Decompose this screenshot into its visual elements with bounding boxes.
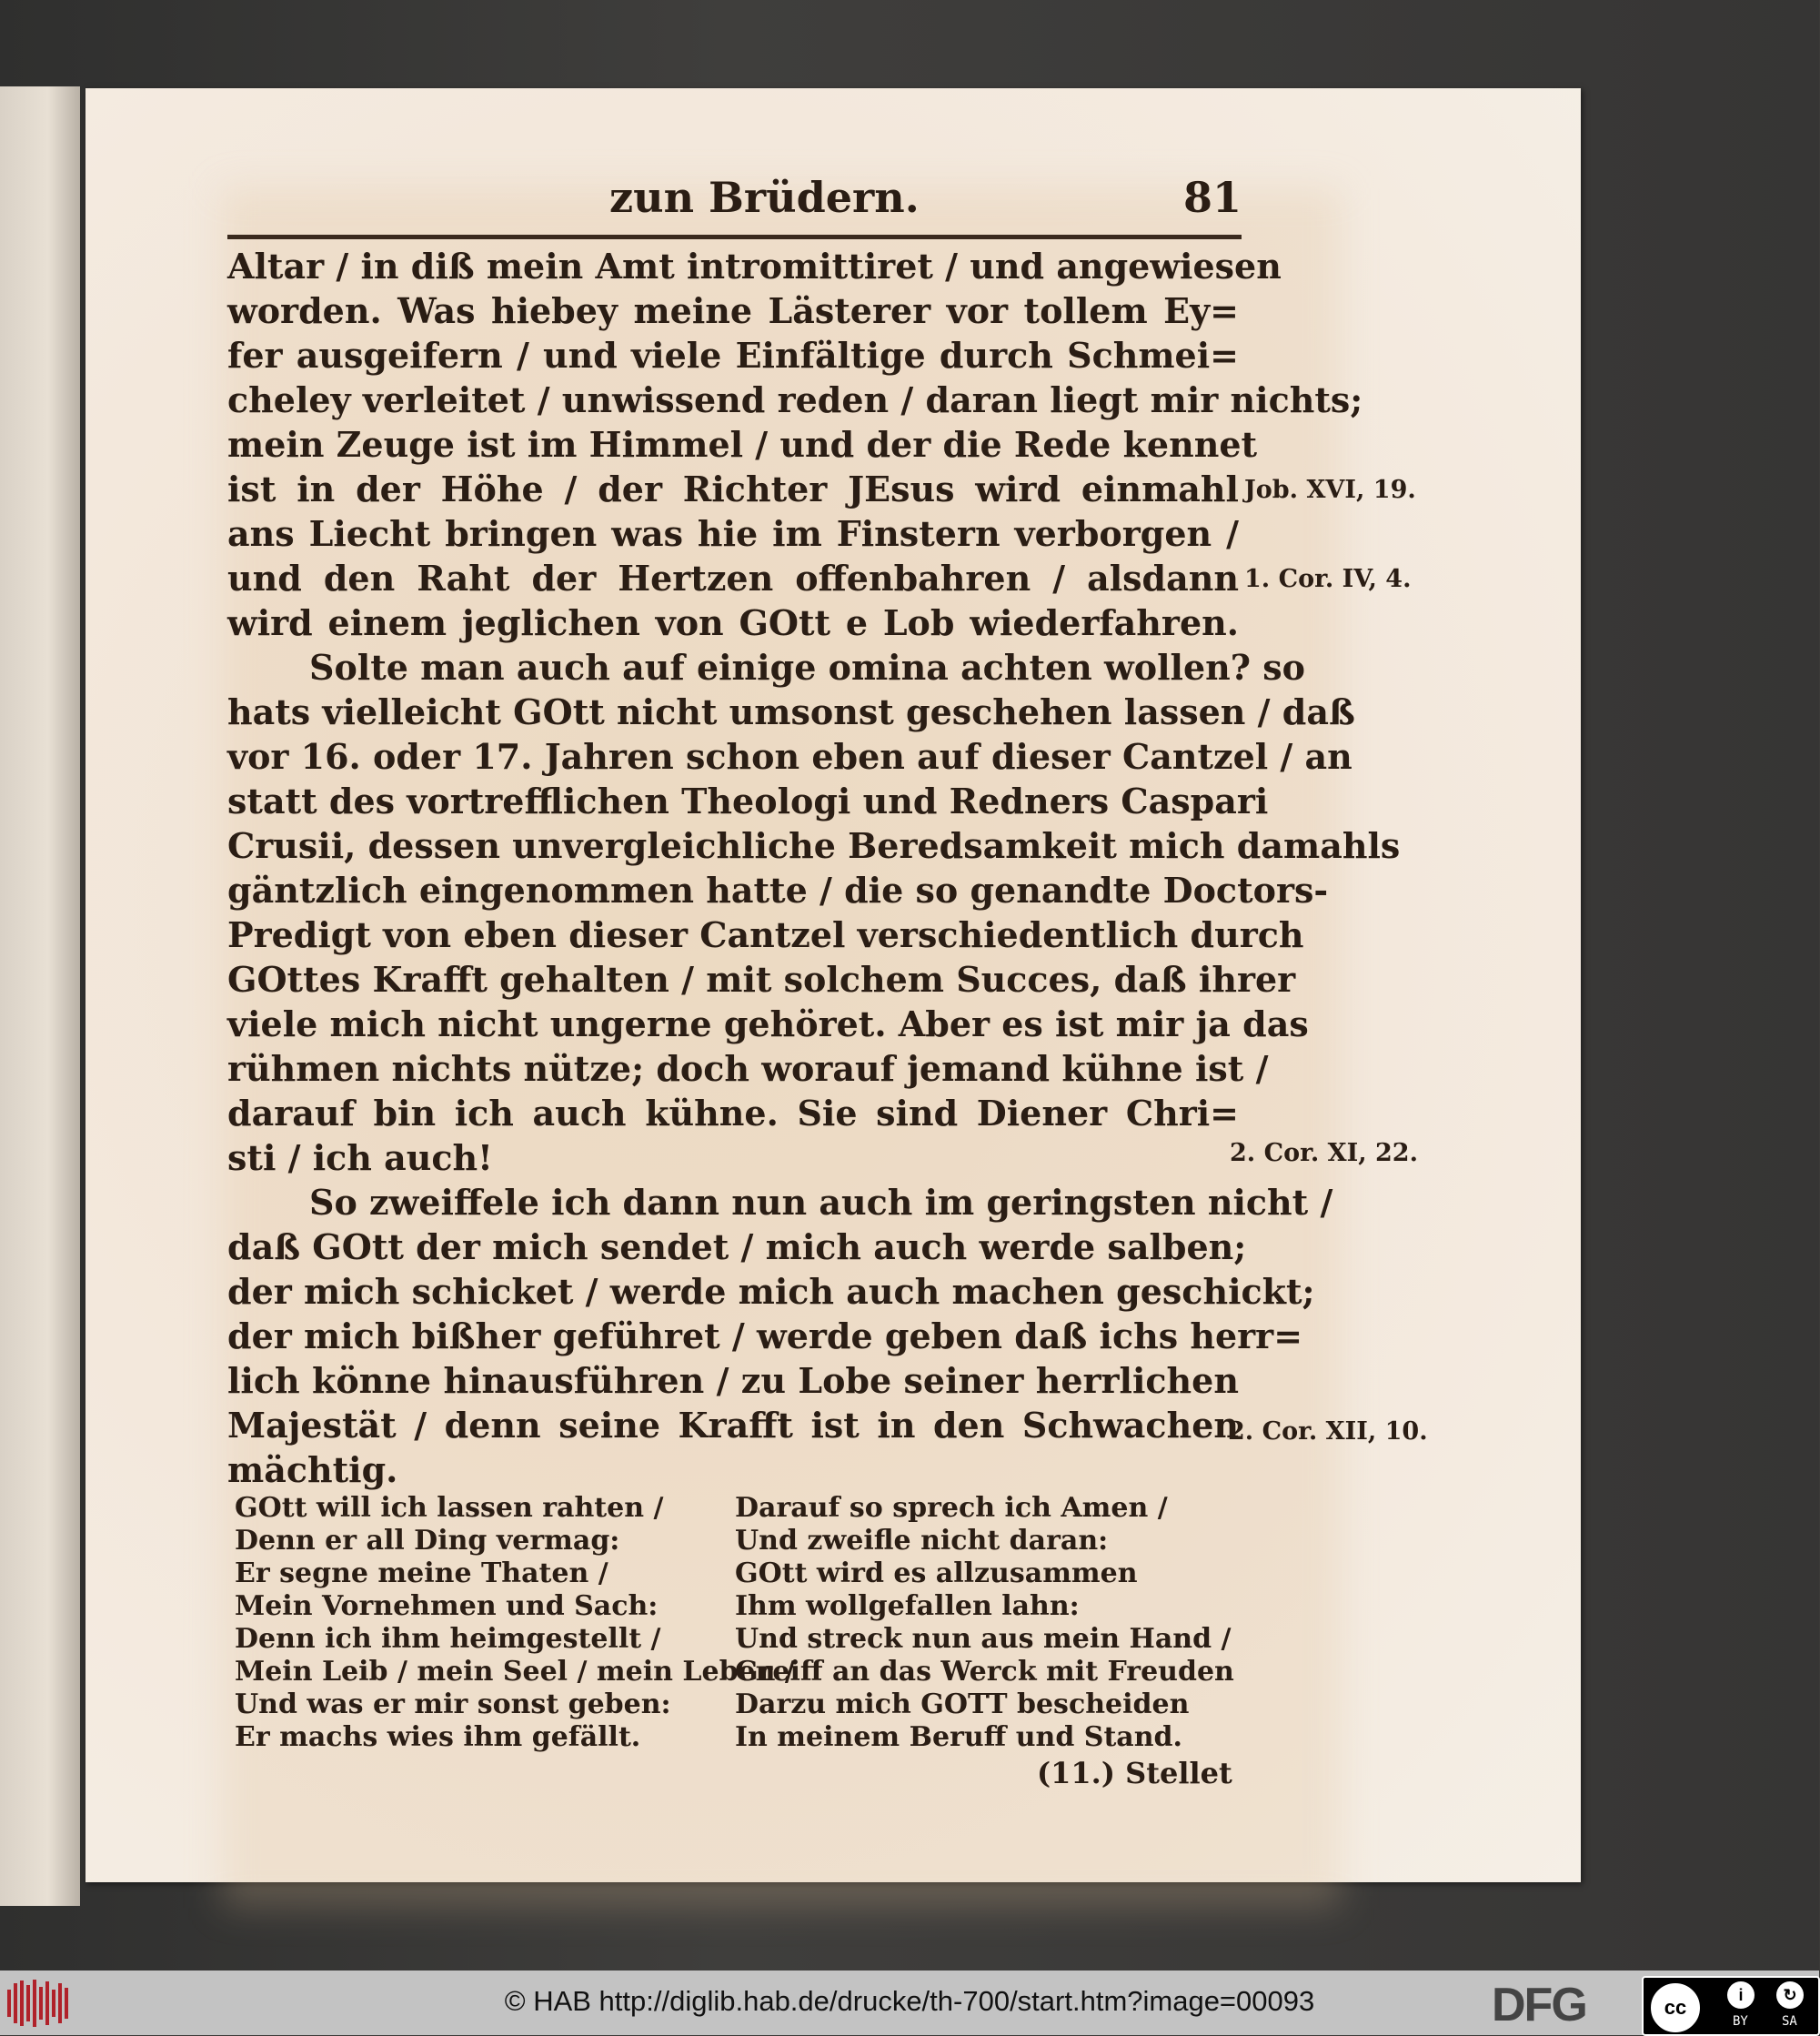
cc-by-sa-license-icon[interactable] (1642, 1976, 1820, 2036)
text-line: vor 16. oder 17. Jahren schon eben auf dieser Cantzel / an (227, 736, 1352, 777)
text-line: statt des vortrefflichen Theologi und Redners Caspari (227, 781, 1269, 821)
footer-bar (0, 1970, 1819, 2035)
hymn-verse-right (735, 1492, 1234, 1754)
text-line: fer ausgeifern / und viele Einfältige durch Schmei= (227, 335, 1239, 376)
verse-line: GOtt will ich lassen rahten / (235, 1492, 664, 1524)
text-line: ist in der Höhe / der Richter JEsus wird einmahl (227, 469, 1239, 509)
text-line: lich könne hinausführen / zu Lobe seiner herrlichen (227, 1360, 1239, 1401)
cc-icon: cc (1651, 1983, 1700, 2032)
running-head: zun Brüdern. (609, 173, 920, 222)
text-line: worden. Was hiebey meine Lästerer vor tollem Ey= (227, 290, 1239, 331)
header-rule (227, 235, 1242, 239)
margin-note: 2. Cor. XII, 10. (1228, 1417, 1428, 1446)
verse-line: Mein Vornehmen und Sach: (235, 1590, 659, 1622)
text-line: hats vielleicht GOtt nicht umsonst geschehen lassen / daß (227, 691, 1355, 732)
previous-page-edge (0, 86, 80, 1906)
page-number: 81 (1182, 173, 1242, 222)
text-line: daß GOtt der mich sendet / mich auch werde salben; (227, 1226, 1247, 1267)
margin-note: Job. XVI, 19. (1244, 476, 1416, 504)
verse-line: Ihm wollgefallen lahn: (735, 1590, 1080, 1622)
text-line: viele mich nicht ungerne gehöret. Aber es ist mir ja das (227, 1003, 1309, 1044)
text-line: cheley verleitet / unwissend reden / daran liegt mir nichts; (227, 379, 1363, 420)
verse-line: In meinem Beruff und Stand. (735, 1721, 1182, 1753)
margin-note: 1. Cor. IV, 4. (1244, 565, 1412, 593)
verse-line: Denn er all Ding vermag: (235, 1525, 620, 1557)
text-line: Majestät / denn seine Krafft ist in den Schwachen (227, 1405, 1239, 1446)
text-line: Solte man auch auf einige omina achten wollen? so (309, 647, 1306, 688)
text-line: der mich schicket / werde mich auch machen geschickt; (227, 1271, 1315, 1312)
text-line: mächtig. (227, 1449, 398, 1490)
share-alike-icon: ↻ (1776, 1981, 1804, 2009)
license-sa: SA (1782, 2014, 1797, 2029)
verse-line: Und was er mir sonst geben: (235, 1688, 671, 1720)
verse-line: Greiff an das Werck mit Freuden (735, 1656, 1234, 1688)
dfg-logo: DFG (1492, 1979, 1586, 2031)
text-line: Predigt von eben dieser Cantzel verschiedentlich durch (227, 914, 1304, 955)
text-line: wird einem jeglichen von GOtt e Lob wiederfahren. (227, 602, 1239, 643)
verse-line: Darauf so sprech ich Amen / (735, 1492, 1168, 1524)
verse-line: Darzu mich GOTT bescheiden (735, 1688, 1190, 1720)
verse-line: Und zweifle nicht daran: (735, 1525, 1109, 1557)
margin-note: 2. Cor. XI, 22. (1230, 1139, 1418, 1167)
attribution-icon: i (1727, 1981, 1755, 2009)
verse-line: GOtt wird es allzusammen (735, 1557, 1138, 1589)
text-line: Altar / in diß mein Amt intromittiret / und angewiesen (227, 246, 1282, 287)
text-line: Crusii, dessen unvergleichliche Beredsamkeit mich damahls (227, 825, 1401, 866)
running-header (227, 173, 1242, 227)
verse-line: Denn ich ihm heimgestellt / (235, 1623, 661, 1655)
hymn-verse-left (235, 1492, 795, 1754)
text-line: sti / ich auch! (227, 1137, 493, 1178)
text-line: der mich bißher geführet / werde geben daß ichs herr= (227, 1315, 1303, 1356)
text-line: ans Liecht bringen was hie im Finstern verborgen / (227, 513, 1239, 554)
text-line: mein Zeuge ist im Himmel / und der die Rede kennet (227, 424, 1258, 465)
text-line: gäntzlich eingenommen hatte / die so genandte Doctors- (227, 870, 1329, 911)
copyright-url[interactable]: © HAB http://diglib.hab.de/drucke/th-700/start.htm?image=00093 (504, 1985, 1315, 2017)
text-line: darauf bin ich auch kühne. Sie sind Diener Chri= (227, 1093, 1239, 1134)
verse-line: Er machs wies ihm gefällt. (235, 1721, 641, 1753)
text-line: So zweiffele ich dann nun auch im geringsten nicht / (309, 1182, 1333, 1223)
verse-line: Und streck nun aus mein Hand / (735, 1623, 1232, 1655)
text-line: rühmen nichts nütze; doch worauf jemand kühne ist / (227, 1048, 1269, 1089)
text-line: GOttes Krafft gehalten / mit solchem Succes, daß ihrer (227, 959, 1296, 1000)
license-by: BY (1733, 2014, 1748, 2029)
text-line: und den Raht der Hertzen offenbahren / alsdann (227, 558, 1239, 599)
catchword: (11.) Stellet (1037, 1756, 1232, 1790)
verse-line: Er segne meine Thaten / (235, 1557, 608, 1589)
verse-line: Mein Leib / mein Seel / mein Leben / (235, 1656, 795, 1688)
